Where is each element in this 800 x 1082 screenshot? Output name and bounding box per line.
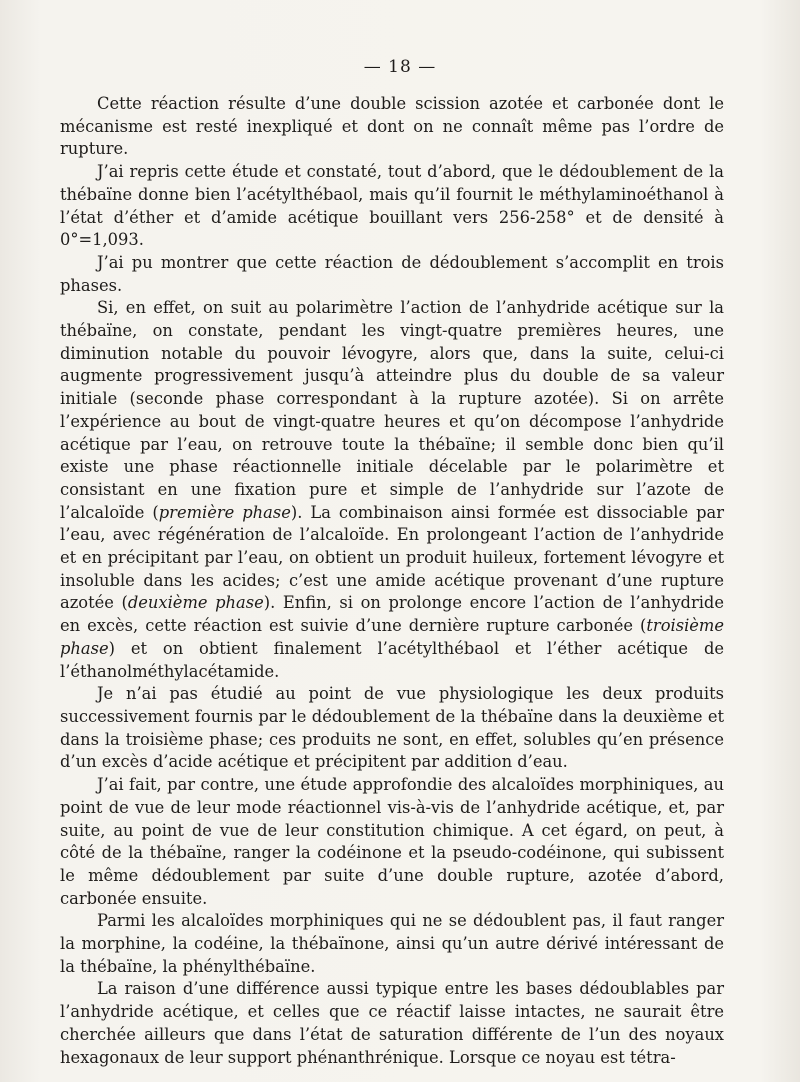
paragraph-p6 [60,774,724,910]
paragraph-p5 [60,683,724,774]
text-run: ) et on obtient finalement l’acétylthébaol et l’éther acétique de l’éthanolméthylacétamide. [60,638,724,681]
text-run: Parmi les alcaloïdes morphiniques qui ne se dédoublent pas, il faut ranger la morphine, la codéine, la thébaïnone, ainsi qu’un autre dérivé intéressant de la thébaïne, la phénylthébaïne. [60,911,724,976]
paragraph-p2 [60,161,724,252]
text-run: ). Enfin, si on prolonge encore l’action de l’anhydride en excès, cette réaction est suivie d’une dernière rupture carbonée ( [60,593,724,636]
page-number: — 18 — [363,57,437,77]
paragraph-p7 [60,910,724,978]
text-run: Cette réaction résulte d’une double scission azotée et carbonée dont le mécanisme est resté inexpliqué et dont on ne connaît même pas l’ordre de rupture. [60,94,724,159]
text-run: Je n’ai pas étudié au point de vue physiologique les deux produits successivement fournis par le dédoublement de la thébaïne dans la deuxième et dans la troisième phase; ces produits ne sont, en effet, solubles qu’en présence d’un excès d’acide acétique et précipitent par addition d’eau. [60,684,724,772]
text-run: La raison d’une différence aussi typique entre les bases dédoublables par l’anhydride acétique, et celles que ce réactif laisse intactes, ne saurait être cherchée ailleurs que dans l’état de saturation différente de l’un des noyaux hexagonaux de leur support phénanthrénique. Lorsque ce noyau est tétra- [60,979,724,1067]
italic-phrase: troisième phase [60,616,724,658]
text-run: J’ai fait, par contre, une étude approfondie des alcaloïdes morphiniques, au point de vue de leur mode réactionnel vis-à-vis de l’anhydride acétique, et, par suite, au point de vue de leur constitution chimique. A cet égard, on peut, à côté de la thébaïne, ranger la codéinone et la pseudo-codéinone, qui subissent le même dédoublement par suite d’une double rupture, azotée d’abord, carbonée ensuite. [60,775,724,908]
paragraph-p8 [60,978,724,1069]
paragraph-p1 [60,93,724,161]
paragraph-p3 [60,252,724,297]
text-run: Si, en effet, on suit au polarimètre l’action de l’anhydride acétique sur la thébaïne, on constate, pendant les vingt-quatre premières heures, une diminution notable du pouvoir lévogyre, alors que, dans la suite, celui-ci augmente progressivement jusqu’à atteindre plus du double de sa valeur initiale (seconde phase correspondant à la rupture azotée). Si on arrête l’expérience au bout de vingt-quatre heures et qu’on décompose l’anhydride acétique par l’eau, on retrouve toute la thébaïne; il semble donc bien qu’il existe une phase réactionnelle initiale décelable par le polarimètre et consistant en une fixation pure et simple de l’anhydride sur l’azote de l’alcaloïde ( [60,298,724,522]
body-text [60,93,724,1069]
text-run: J’ai repris cette étude et constaté, tout d’abord, que le dédoublement de la thébaïne donne bien l’acétylthébaol, mais qu’il fournit le méthylaminoéthanol à l’état d’éther et d’amide acétique bouillant vers 256-258° et de densité à 0°=1,093. [60,162,724,250]
text-run: ). La combinaison ainsi formée est dissociable par l’eau, avec régénération de l’alcaloïde. En prolongeant l’action de l’anhydride et en précipitant par l’eau, on obtient un produit huileux, fortement lévogyre et insoluble dans les acides; c’est une amide acétique provenant d’une rupture azotée ( [60,502,724,613]
italic-phrase: première phase [158,502,291,522]
italic-phrase: deuxième phase [127,593,264,613]
paragraph-p4 [60,297,724,683]
text-run: J’ai pu montrer que cette réaction de dédoublement s’accomplit en trois phases. [60,252,724,295]
